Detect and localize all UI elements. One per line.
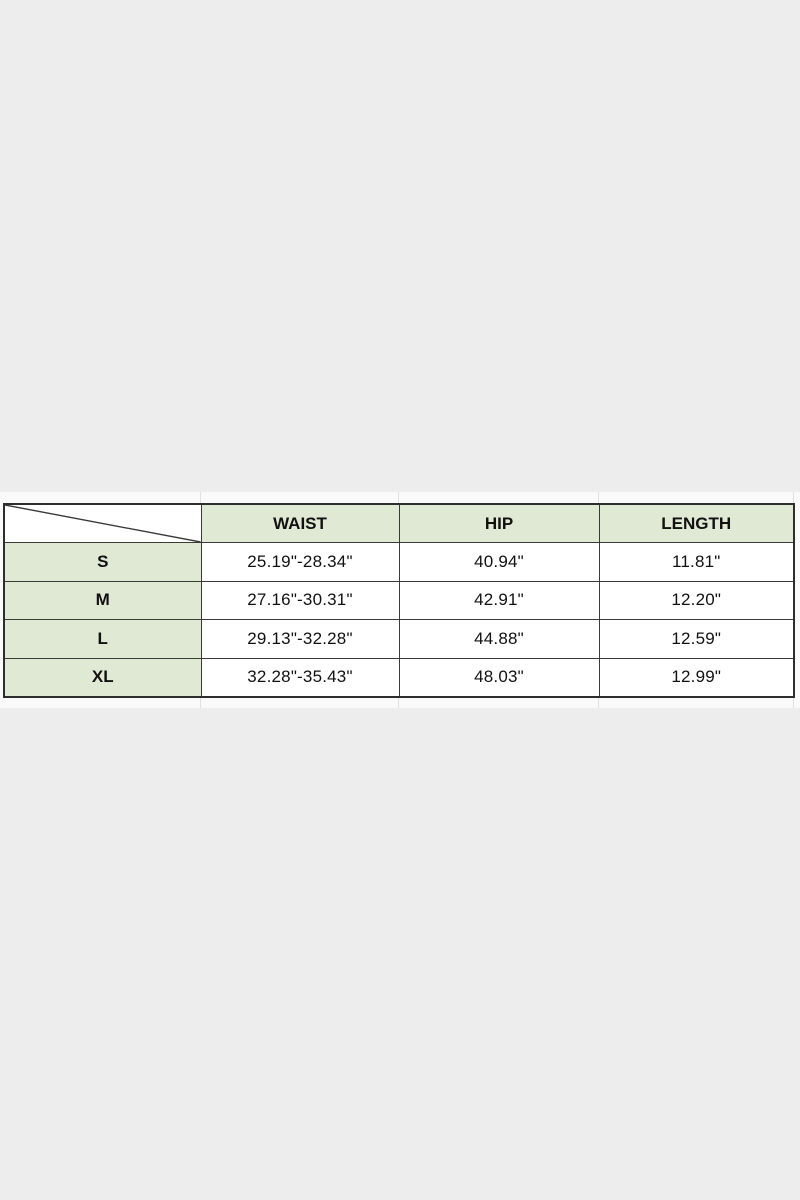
gridline	[398, 698, 399, 708]
length-value-m: 12.20"	[599, 581, 794, 620]
waist-value-m: 27.16"-30.31"	[201, 581, 399, 620]
diagonal-line-icon	[5, 505, 201, 542]
spreadsheet-band	[0, 492, 800, 708]
table-row-m	[4, 581, 794, 620]
column-header-waist: WAIST	[201, 504, 399, 543]
size-label-l: L	[4, 620, 201, 659]
size-label-s: S	[4, 543, 201, 582]
waist-value-l: 29.13"-32.28"	[201, 620, 399, 659]
gridline	[200, 698, 201, 708]
size-label-xl: XL	[4, 658, 201, 697]
header-row	[4, 504, 794, 543]
length-value-xl: 12.99"	[599, 658, 794, 697]
size-chart-table	[3, 503, 795, 698]
hip-value-s: 40.94"	[399, 543, 599, 582]
gridline	[793, 698, 794, 708]
size-label-m: M	[4, 581, 201, 620]
column-header-length: LENGTH	[599, 504, 794, 543]
waist-value-xl: 32.28"-35.43"	[201, 658, 399, 697]
table-row-s	[4, 543, 794, 582]
gridline	[598, 698, 599, 708]
gridline	[200, 492, 201, 503]
column-header-hip: HIP	[399, 504, 599, 543]
waist-value-s: 25.19"-28.34"	[201, 543, 399, 582]
hip-value-l: 44.88"	[399, 620, 599, 659]
hip-value-m: 42.91"	[399, 581, 599, 620]
table-row-l	[4, 620, 794, 659]
length-value-s: 11.81"	[599, 543, 794, 582]
gridline	[793, 492, 794, 503]
table-row-xl	[4, 658, 794, 697]
gridline	[598, 492, 599, 503]
hip-value-xl: 48.03"	[399, 658, 599, 697]
length-value-l: 12.59"	[599, 620, 794, 659]
diagonal-header-cell	[4, 504, 201, 543]
gridline	[398, 492, 399, 503]
